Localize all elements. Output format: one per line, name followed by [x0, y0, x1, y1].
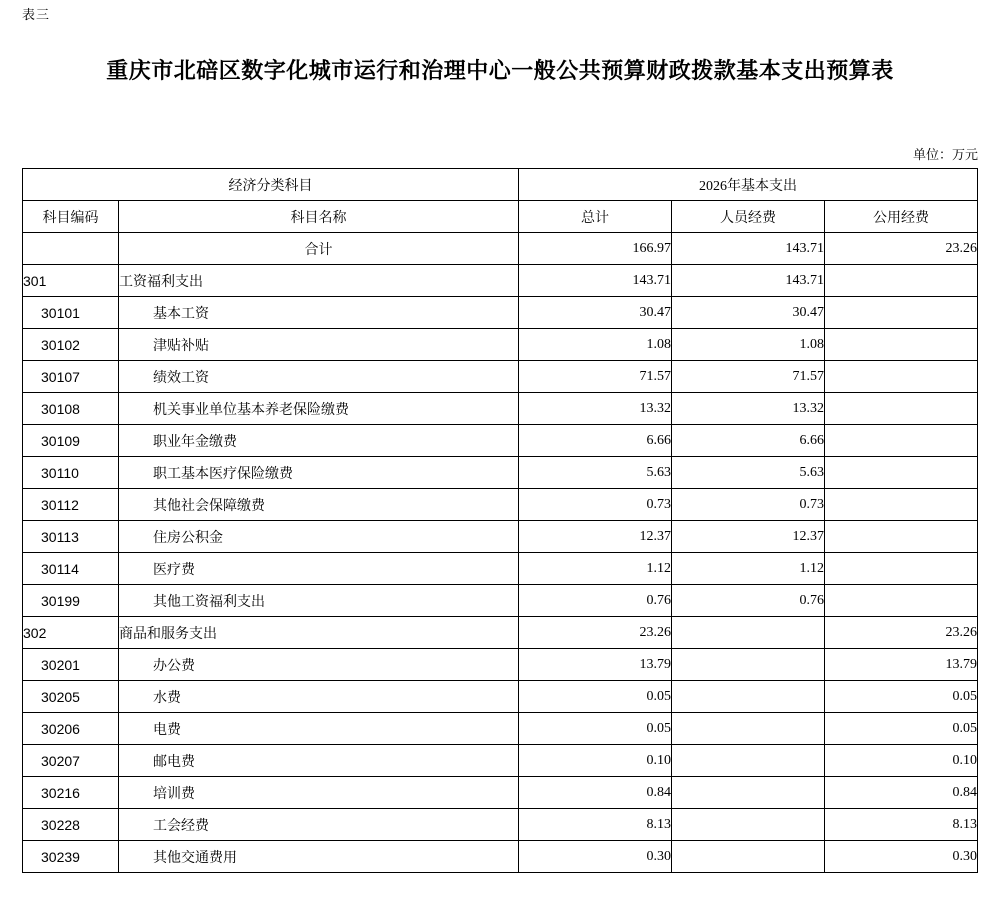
cell-total: 8.13 — [519, 809, 672, 841]
cell-public-expense: 0.30 — [825, 841, 978, 873]
cell-total: 5.63 — [519, 457, 672, 489]
table-row — [23, 809, 978, 841]
cell-personnel-expense — [672, 809, 825, 841]
cell-subject-name: 水费 — [119, 681, 519, 713]
cell-personnel-expense: 1.12 — [672, 553, 825, 585]
cell-public-expense: 13.79 — [825, 649, 978, 681]
group-header-basic-expenditure: 2026年基本支出 — [519, 169, 978, 201]
cell-subject-code: 30199 — [23, 585, 119, 617]
cell-subject-code: 30228 — [23, 809, 119, 841]
cell-subject-code: 30239 — [23, 841, 119, 873]
table-row — [23, 489, 978, 521]
column-header-code: 科目编码 — [23, 201, 119, 233]
cell-personnel-expense: 71.57 — [672, 361, 825, 393]
cell-personnel-expense: 30.47 — [672, 297, 825, 329]
cell-public-expense: 0.84 — [825, 777, 978, 809]
table-row — [23, 553, 978, 585]
cell-public-expense: 8.13 — [825, 809, 978, 841]
column-header-total: 总计 — [519, 201, 672, 233]
cell-subject-name: 其他工资福利支出 — [119, 585, 519, 617]
cell-public-expense — [825, 329, 978, 361]
cell-subject-name: 合计 — [119, 233, 519, 265]
cell-subject-code: 30107 — [23, 361, 119, 393]
cell-personnel-expense — [672, 841, 825, 873]
cell-public-expense: 23.26 — [825, 617, 978, 649]
cell-total: 0.30 — [519, 841, 672, 873]
cell-subject-code: 30206 — [23, 713, 119, 745]
cell-subject-code: 30207 — [23, 745, 119, 777]
cell-personnel-expense: 1.08 — [672, 329, 825, 361]
table-header — [23, 169, 978, 233]
cell-total: 0.73 — [519, 489, 672, 521]
table-row — [23, 585, 978, 617]
cell-subject-name: 电费 — [119, 713, 519, 745]
cell-total: 13.32 — [519, 393, 672, 425]
table-row — [23, 745, 978, 777]
cell-public-expense — [825, 265, 978, 297]
table-body — [23, 233, 978, 873]
cell-subject-code: 30102 — [23, 329, 119, 361]
table-row — [23, 713, 978, 745]
cell-personnel-expense — [672, 777, 825, 809]
cell-subject-name: 医疗费 — [119, 553, 519, 585]
cell-personnel-expense: 0.76 — [672, 585, 825, 617]
cell-personnel-expense: 0.73 — [672, 489, 825, 521]
cell-total: 0.05 — [519, 713, 672, 745]
cell-total: 13.79 — [519, 649, 672, 681]
cell-subject-name: 办公费 — [119, 649, 519, 681]
cell-total: 6.66 — [519, 425, 672, 457]
cell-subject-name: 商品和服务支出 — [119, 617, 519, 649]
cell-subject-code: 30108 — [23, 393, 119, 425]
cell-subject-code: 30205 — [23, 681, 119, 713]
table-row — [23, 617, 978, 649]
cell-subject-name: 培训费 — [119, 777, 519, 809]
cell-subject-name: 职工基本医疗保险缴费 — [119, 457, 519, 489]
unit-note: 单位：万元 — [912, 147, 978, 162]
cell-subject-name: 工会经费 — [119, 809, 519, 841]
cell-personnel-expense — [672, 745, 825, 777]
cell-personnel-expense: 6.66 — [672, 425, 825, 457]
table-row — [23, 777, 978, 809]
table-row — [23, 233, 978, 265]
cell-subject-code: 30101 — [23, 297, 119, 329]
budget-table — [22, 168, 978, 873]
cell-public-expense: 0.05 — [825, 681, 978, 713]
cell-personnel-expense: 143.71 — [672, 265, 825, 297]
cell-public-expense: 23.26 — [825, 233, 978, 265]
cell-subject-name: 其他交通费用 — [119, 841, 519, 873]
page-title: 重庆市北碚区数字化城市运行和治理中心一般公共预算财政拨款基本支出预算表 — [106, 58, 894, 83]
cell-total: 0.76 — [519, 585, 672, 617]
cell-public-expense — [825, 361, 978, 393]
cell-public-expense — [825, 553, 978, 585]
table-row — [23, 649, 978, 681]
table-row — [23, 329, 978, 361]
cell-subject-code: 30110 — [23, 457, 119, 489]
cell-public-expense: 0.05 — [825, 713, 978, 745]
cell-total: 0.05 — [519, 681, 672, 713]
cell-total: 30.47 — [519, 297, 672, 329]
cell-public-expense — [825, 457, 978, 489]
table-row — [23, 841, 978, 873]
cell-total: 166.97 — [519, 233, 672, 265]
cell-total: 12.37 — [519, 521, 672, 553]
cell-subject-code: 30112 — [23, 489, 119, 521]
cell-total: 0.10 — [519, 745, 672, 777]
sheet-label: 表三 — [22, 7, 51, 22]
cell-subject-name: 职业年金缴费 — [119, 425, 519, 457]
cell-total: 1.08 — [519, 329, 672, 361]
cell-public-expense — [825, 425, 978, 457]
group-header-economic-classification: 经济分类科目 — [23, 169, 519, 201]
cell-public-expense — [825, 489, 978, 521]
cell-total: 71.57 — [519, 361, 672, 393]
column-header-public: 公用经费 — [825, 201, 978, 233]
cell-personnel-expense: 12.37 — [672, 521, 825, 553]
cell-subject-code: 302 — [23, 617, 119, 649]
cell-subject-name: 邮电费 — [119, 745, 519, 777]
cell-subject-name: 基本工资 — [119, 297, 519, 329]
table-row — [23, 681, 978, 713]
cell-public-expense — [825, 521, 978, 553]
cell-subject-code — [23, 233, 119, 265]
cell-public-expense — [825, 393, 978, 425]
cell-public-expense: 0.10 — [825, 745, 978, 777]
table-row — [23, 393, 978, 425]
cell-personnel-expense: 143.71 — [672, 233, 825, 265]
cell-subject-name: 绩效工资 — [119, 361, 519, 393]
table-row — [23, 457, 978, 489]
cell-total: 143.71 — [519, 265, 672, 297]
cell-personnel-expense: 5.63 — [672, 457, 825, 489]
cell-public-expense — [825, 297, 978, 329]
table-row — [23, 265, 978, 297]
cell-subject-code: 301 — [23, 265, 119, 297]
cell-subject-code: 30114 — [23, 553, 119, 585]
cell-public-expense — [825, 585, 978, 617]
cell-personnel-expense — [672, 649, 825, 681]
cell-personnel-expense — [672, 681, 825, 713]
cell-subject-name: 其他社会保障缴费 — [119, 489, 519, 521]
cell-subject-name: 机关事业单位基本养老保险缴费 — [119, 393, 519, 425]
cell-subject-code: 30216 — [23, 777, 119, 809]
cell-subject-code: 30201 — [23, 649, 119, 681]
cell-total: 0.84 — [519, 777, 672, 809]
table-row — [23, 521, 978, 553]
table-column-header-row — [23, 201, 978, 233]
table-row — [23, 297, 978, 329]
cell-subject-name: 津贴补贴 — [119, 329, 519, 361]
table-row — [23, 361, 978, 393]
cell-total: 23.26 — [519, 617, 672, 649]
cell-personnel-expense: 13.32 — [672, 393, 825, 425]
cell-personnel-expense — [672, 713, 825, 745]
column-header-name: 科目名称 — [119, 201, 519, 233]
cell-subject-code: 30113 — [23, 521, 119, 553]
cell-subject-code: 30109 — [23, 425, 119, 457]
table-row — [23, 425, 978, 457]
column-header-personnel: 人员经费 — [672, 201, 825, 233]
cell-subject-name: 工资福利支出 — [119, 265, 519, 297]
table-group-header-row — [23, 169, 978, 201]
cell-personnel-expense — [672, 617, 825, 649]
cell-subject-name: 住房公积金 — [119, 521, 519, 553]
cell-total: 1.12 — [519, 553, 672, 585]
